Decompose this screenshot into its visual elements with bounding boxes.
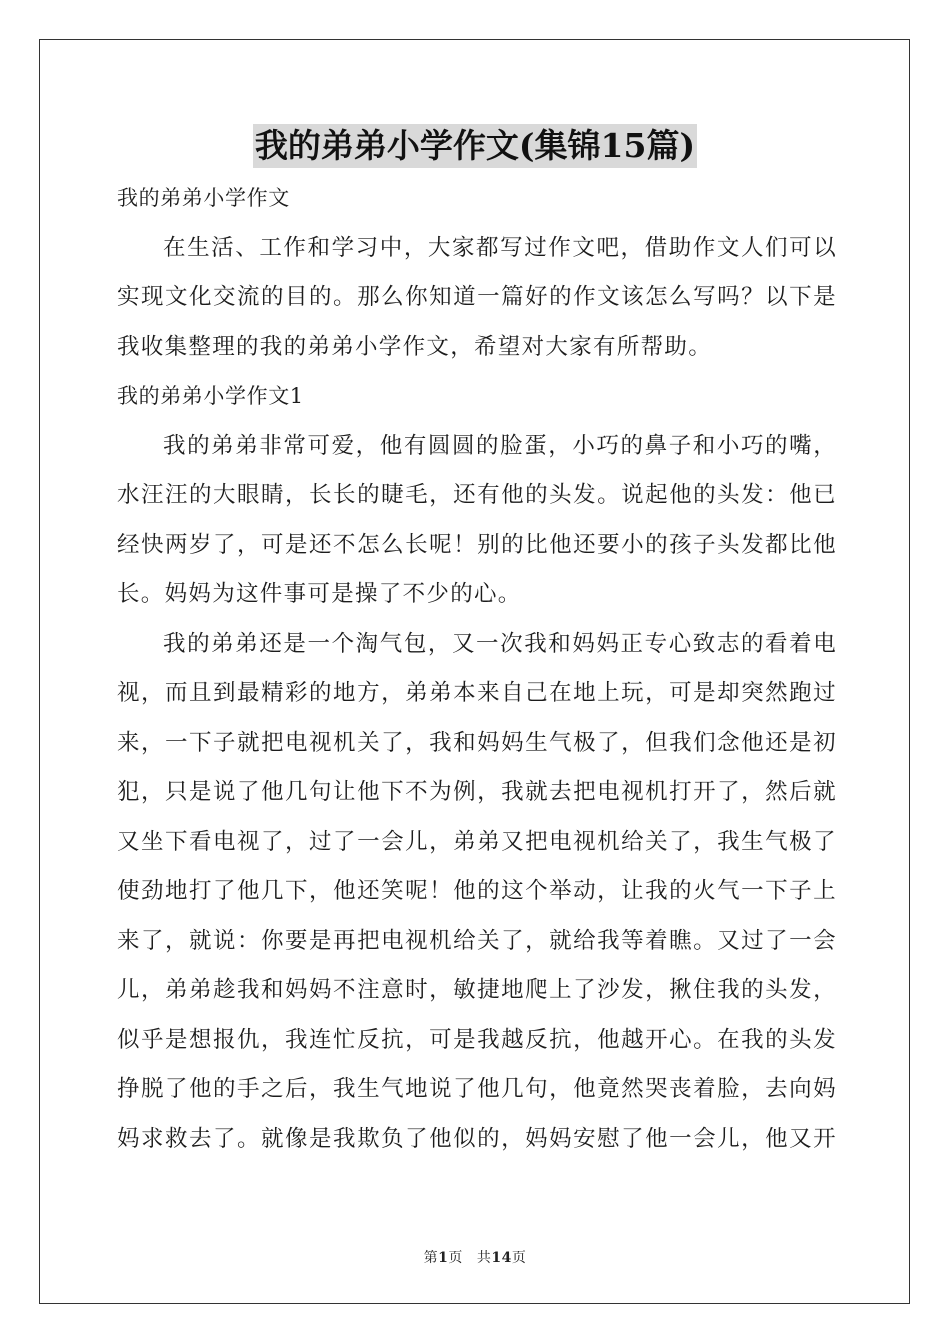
- document-body: [117, 174, 837, 1164]
- paragraph-line: 在生活、工作和学习中，大家都写过作文吧，借助作文人们可以: [163, 234, 837, 261]
- paragraph-line: 儿，弟弟趁我和妈妈不注意时，敏捷地爬上了沙发，揪住我的头发，: [117, 977, 837, 1003]
- paragraph-line: 挣脱了他的手之后，我生气地说了他几句，他竟然哭丧着脸，去向妈: [117, 1076, 837, 1102]
- paragraph-line: 似乎是想报仇，我连忙反抗，可是我越反抗，他越开心。在我的头发: [117, 1026, 837, 1053]
- section-heading-main: 我的弟弟小学作文: [117, 186, 290, 210]
- paragraph-line: 妈求救去了。就像是我欺负了他似的，妈妈安慰了他一会儿，他又开: [117, 1125, 837, 1152]
- title-container: [0, 124, 950, 168]
- paragraph-line: 我的弟弟非常可爱，他有圆圆的脸蛋，小巧的鼻子和小巧的嘴，: [163, 432, 837, 459]
- paragraph-line: 水汪汪的大眼睛，长长的睫毛，还有他的头发。说起他的头发：他已: [117, 482, 837, 508]
- paragraph-line: 来了，就说：你要是再把电视机给关了，就给我等着瞧。又过了一会: [117, 927, 837, 954]
- paragraph-line: 使劲地打了他几下，他还笑呢！他的这个举动，让我的火气一下子上: [117, 878, 837, 904]
- paragraph-line: 视，而且到最精彩的地方，弟弟本来自己在地上玩，可是却突然跑过: [117, 680, 837, 706]
- footer-total-pages: 14: [491, 1250, 512, 1266]
- paragraph-line: 又坐下看电视了，过了一会儿，弟弟又把电视机给关了，我生气极了: [117, 828, 837, 855]
- paragraph-line: 长。妈妈为这件事可是操了不少的心。: [117, 581, 522, 607]
- paragraph-line: 来，一下子就把电视机关了，我和妈妈生气极了，但我们念他还是初: [117, 729, 837, 756]
- section-heading-1: 我的弟弟小学作文1: [117, 384, 304, 408]
- footer-page-number: 1: [438, 1250, 449, 1266]
- paragraph-line: 我收集整理的我的弟弟小学作文，希望对大家有所帮助。: [117, 333, 713, 360]
- paragraph-line: 经快两岁了，可是还不怎么长呢！别的比他还要小的孩子头发都比他: [117, 531, 837, 558]
- footer-total-prefix: 共: [476, 1250, 492, 1266]
- footer-page-suffix: 页: [448, 1250, 463, 1266]
- document-title: 我的弟弟小学作文(集锦15篇): [253, 124, 697, 168]
- paragraph-line: 我的弟弟还是一个淘气包，又一次我和妈妈正专心致志的看着电: [163, 630, 837, 657]
- footer-total-suffix: 页: [511, 1250, 527, 1266]
- paragraph-line: 犯，只是说了他几句让他下不为例，我就去把电视机打开了，然后就: [117, 779, 837, 805]
- footer-page-prefix: 第: [423, 1250, 439, 1266]
- page-footer: [0, 1247, 950, 1267]
- paragraph-line: 实现文化交流的目的。那么你知道一篇好的作文该怎么写吗？以下是: [117, 284, 837, 310]
